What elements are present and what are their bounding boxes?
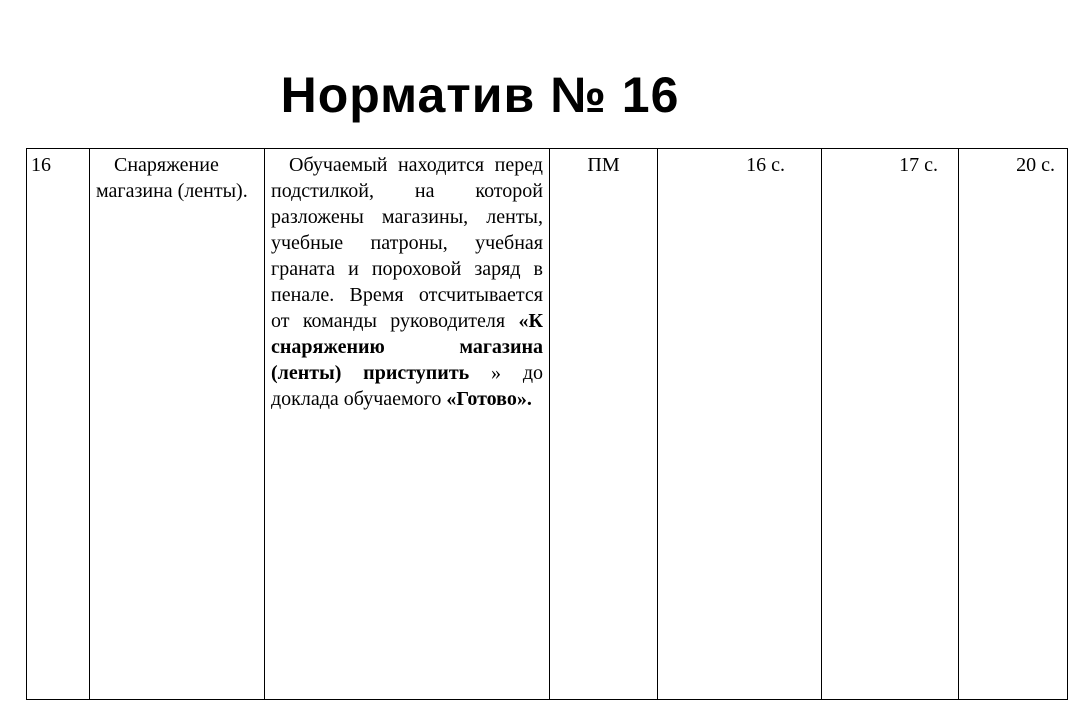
cell-number: 16 [27,149,90,700]
table-row [27,149,1068,700]
command-text: «К снаряжению магазина (ленты) приступить [271,310,543,384]
conditions-intro: Обучаемый находится перед подстилкой, на которой разложены магазины, ленты, учебные патроны, учебная граната и пороховой заряд в пенале. Время отсчитывается от команды руководителя [271,154,543,332]
conditions-continuation: » до доклада обучаемого [271,362,543,410]
standard-table [26,148,1068,700]
cell-time-good: 17 с. [822,149,959,700]
cell-time-excellent: 16 с. [658,149,822,700]
exercise-name-text: Снаряжение магазина (ленты). [96,154,248,202]
cell-time-satisfactory: 20 с. [959,149,1068,700]
page-title: Норматив № 16 [280,67,680,123]
cell-exercise-name [90,149,265,700]
report-text: «Готово». [446,388,532,410]
cell-weapon: ПМ [550,149,658,700]
cell-conditions [265,149,550,700]
conditions-text [271,152,543,412]
